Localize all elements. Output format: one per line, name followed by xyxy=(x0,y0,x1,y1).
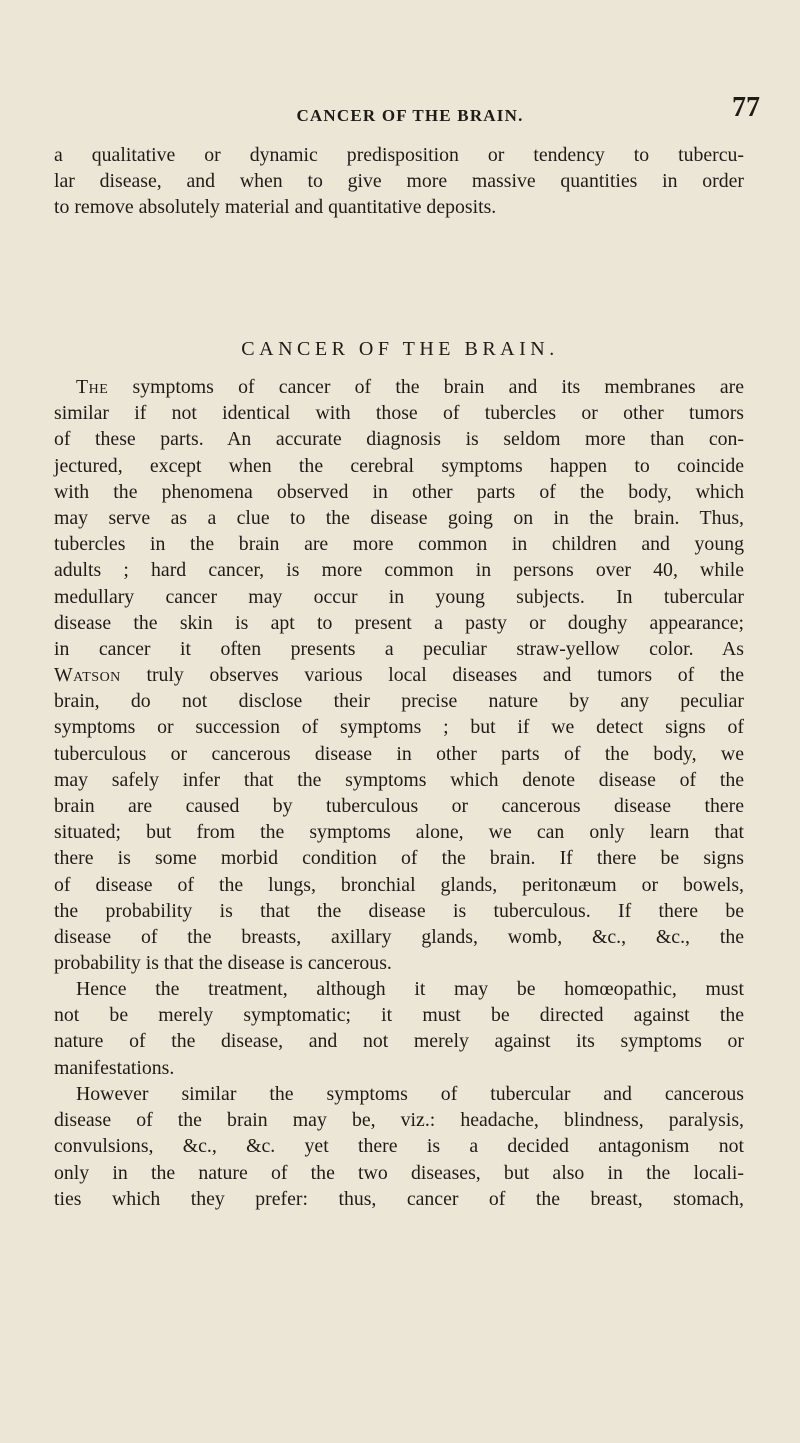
text-line: there is some morbid condition of the brain. If there be signs xyxy=(54,847,744,870)
text-line: may safely infer that the symptoms which denote disease of the xyxy=(54,768,744,791)
text-line: of disease of the lungs, bronchial glands, peritonæum or bowels, xyxy=(54,873,744,896)
text-line: may serve as a clue to the disease going on in the brain. Thus, xyxy=(54,506,744,529)
text-line: similar if not identical with those of tubercles or other tumors xyxy=(54,402,744,425)
text-line: nature of the disease, and not merely against its symptoms or xyxy=(54,1030,744,1053)
text-line: tuberculous or cancerous disease in other parts of the body, we xyxy=(54,742,744,765)
text-line: not be merely symptomatic; it must be directed against the xyxy=(54,1004,744,1027)
text-line: the probability is that the disease is tuberculous. If there be xyxy=(54,899,744,922)
running-title: CANCER OF THE BRAIN. xyxy=(296,106,524,125)
text-line: disease the skin is apt to present a pasty or doughy appearance; xyxy=(54,611,744,634)
text-line: with the phenomena observed in other parts of the body, which xyxy=(54,480,744,503)
body-paragraph-2 xyxy=(54,976,744,1081)
text-line: brain are caused by tuberculous or cancerous disease there xyxy=(54,795,744,817)
text-line: lar disease, and when to give more massive quantities in order xyxy=(54,170,744,193)
text-fragment: truly observes various local diseases and tumors of the xyxy=(120,664,744,687)
running-head xyxy=(60,90,760,130)
page-number: 77 xyxy=(732,92,760,123)
text-line xyxy=(54,662,744,688)
text-line: to remove absolutely material and quantitative deposits. xyxy=(54,196,497,219)
text-line: ties which they prefer: thus, cancer of the breast, stomach, xyxy=(54,1187,744,1210)
text-line: a qualitative or dynamic predisposition or tendency to tubercu- xyxy=(54,144,744,166)
text-line: of these parts. An accurate diagnosis is seldom more than con- xyxy=(54,428,744,451)
text-line: adults ; hard cancer, is more common in persons over 40, while xyxy=(54,559,744,582)
text-line: manifestations. xyxy=(54,1056,175,1079)
body-paragraph-3 xyxy=(54,1081,744,1212)
text-line: medullary cancer may occur in young subjects. In tubercular xyxy=(54,585,744,608)
text-line: convulsions, &c., &c. yet there is a decided antagonism not xyxy=(54,1135,744,1158)
intro-paragraph xyxy=(54,142,744,221)
text-line: in cancer it often presents a peculiar straw-yellow color. As xyxy=(54,637,744,660)
text-line: situated; but from the symptoms alone, we can only learn that xyxy=(54,821,744,844)
text-line xyxy=(54,374,744,400)
text-line: jectured, except when the cerebral symptoms happen to coincide xyxy=(54,454,744,477)
text-fragment: symptoms of cancer of the brain and its membranes are xyxy=(108,376,744,398)
text-line: disease of the breasts, axillary glands, womb, &c., &c., the xyxy=(54,925,744,948)
text-line: probability is that the disease is cancerous. xyxy=(54,952,392,975)
text-line: Hence the treatment, although it may be homœopathic, must xyxy=(76,978,744,1000)
section-heading: CANCER OF THE BRAIN. xyxy=(241,338,559,360)
lead-word: The xyxy=(76,376,109,398)
text-line: brain, do not disclose their precise nature by any peculiar xyxy=(54,690,744,713)
text-line: However similar the symptoms of tubercular and cancerous xyxy=(76,1083,744,1105)
author-name: Watson xyxy=(54,664,121,687)
text-line: tubercles in the brain are more common in children and young xyxy=(54,533,744,556)
text-line: only in the nature of the two diseases, but also in the locali- xyxy=(54,1161,744,1184)
text-line: symptoms or succession of symptoms ; but if we detect signs of xyxy=(54,716,744,739)
body-paragraph-1 xyxy=(54,374,744,976)
text-line: disease of the brain may be, viz.: headache, blindness, paralysis, xyxy=(54,1109,744,1132)
